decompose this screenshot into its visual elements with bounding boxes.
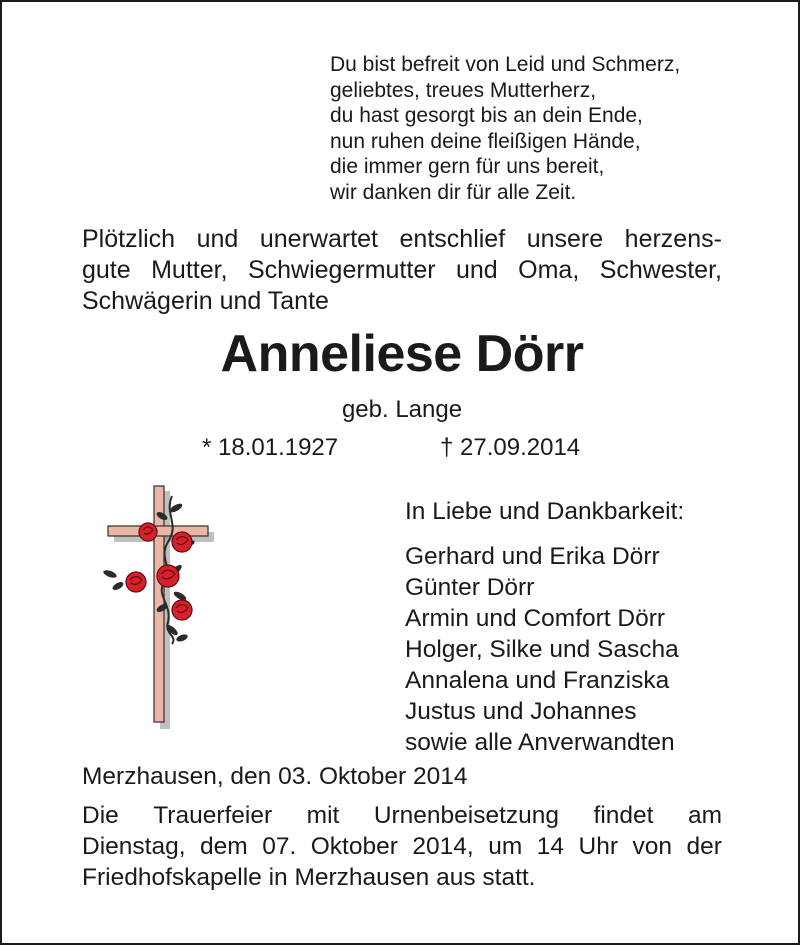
announcement-line xyxy=(82,255,722,286)
word: findet xyxy=(593,802,654,829)
mourner-name: sowie alle Anverwandten xyxy=(405,729,675,756)
announcement-text xyxy=(82,224,722,317)
word: Mutter, xyxy=(151,256,228,284)
word: 2014, xyxy=(412,833,474,860)
word: von xyxy=(632,833,673,860)
word: herzens- xyxy=(624,225,722,253)
word: und xyxy=(196,225,239,253)
word: Uhr xyxy=(578,833,619,860)
poem-line: du hast gesorgt bis an dein Ende, xyxy=(330,104,643,127)
memorial-poem xyxy=(330,52,770,205)
mourner-name: Gerhard und Erika Dörr xyxy=(405,543,660,570)
mourner-name: Annalena und Franziska xyxy=(405,667,670,694)
cross-with-roses-icon xyxy=(102,484,222,729)
word: gute xyxy=(82,256,131,284)
announcement-line xyxy=(82,224,722,255)
service-line xyxy=(82,831,722,862)
rose xyxy=(157,565,179,587)
poem-line: geliebtes, treues Mutterherz, xyxy=(330,78,597,102)
mourner-name: Armin und Comfort Dörr xyxy=(405,605,666,632)
word: Plötzlich xyxy=(82,225,176,253)
word: Oma, xyxy=(518,256,580,284)
rose xyxy=(172,532,192,552)
service-line xyxy=(82,800,722,831)
mourners-list xyxy=(405,496,785,758)
word: Schwester, xyxy=(599,256,722,284)
rose xyxy=(139,523,157,541)
place-and-date: Merzhausen, den 03. Oktober 2014 xyxy=(82,763,468,790)
word: Trauerfeier xyxy=(153,802,273,829)
mourner-name: Justus und Johannes xyxy=(405,698,637,725)
word: Die xyxy=(82,802,119,829)
word: Urnenbeisetzung xyxy=(373,802,560,829)
poem-line: wir danken dir für alle Zeit. xyxy=(330,180,577,204)
word: Schwägerin und Tante xyxy=(82,287,329,315)
cross-upright xyxy=(154,486,164,722)
word: Dienstag, xyxy=(82,833,186,860)
mourners-heading: In Liebe und Dankbarkeit: xyxy=(405,498,685,525)
word: mit xyxy=(306,802,340,829)
word: entschlief xyxy=(399,225,506,253)
word: unerwartet xyxy=(259,225,378,253)
maiden-name: geb. Lange xyxy=(341,396,463,423)
poem-line: nun ruhen deine fleißigen Hände, xyxy=(330,129,641,153)
rose xyxy=(126,572,146,592)
mourner-name: Günter Dörr xyxy=(405,574,535,601)
word: dem xyxy=(200,833,248,860)
word: unsere xyxy=(526,225,604,253)
poem-line: Du bist befreit von Leid und Schmerz, xyxy=(330,53,681,76)
poem-line: die immer gern für uns bereit, xyxy=(330,155,605,178)
rose xyxy=(172,600,192,620)
word: um xyxy=(488,833,523,860)
service-line xyxy=(82,862,722,893)
word: am xyxy=(687,802,722,829)
word: Oktober xyxy=(310,833,398,860)
birth-date: * 18.01.1927 xyxy=(202,434,339,461)
word: 07. xyxy=(262,833,297,860)
word: Friedhofskapelle in Merzhausen aus statt. xyxy=(82,864,536,891)
word: der xyxy=(686,833,722,860)
word: 14 xyxy=(536,833,565,860)
word: Schwiegermutter xyxy=(247,256,436,284)
deceased-name: Anneliese Dörr xyxy=(220,325,584,383)
funeral-service-info xyxy=(82,800,722,893)
word: und xyxy=(455,256,498,284)
announcement-line xyxy=(82,286,722,317)
death-date: † 27.09.2014 xyxy=(440,434,581,461)
mourner-name: Holger, Silke und Sascha xyxy=(405,636,679,663)
